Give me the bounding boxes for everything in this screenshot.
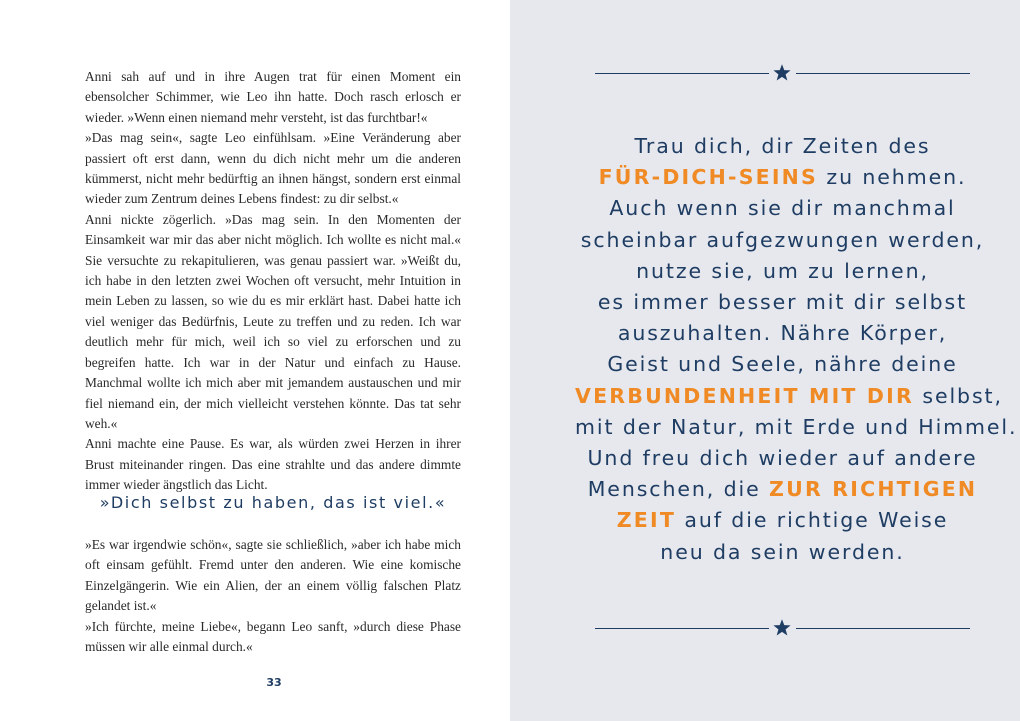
divider-line-left	[595, 628, 769, 629]
quote-text: auf die richtige Weise	[676, 508, 949, 533]
quote-text: scheinbar aufgezwungen werden,	[580, 227, 985, 252]
quote-line	[575, 131, 990, 162]
paragraph: »Es war irgendwie schön«, sagte sie schließlich, »aber ich habe mich oft einsam gefühlt. Fremd unter den anderen. Wie eine komische Einzelgängerin. Wie ein Alien, der an einem völlig falschen Platz gelandet ist.«	[85, 537, 461, 614]
quote-line	[575, 412, 1018, 443]
quote-text: Trau dich, dir Zeiten des	[634, 134, 931, 158]
paragraph: »Das mag sein«, sagte Leo einfühlsam. »Eine Veränderung aber passiert oft erst dann, wenn du dich nicht mehr um die anderen kümmerst, nicht mehr bedürftig an ihnen hängst, sondern erst einmal wieder zum Zentrum deines Lebens findest: zu dir selbst.«	[85, 130, 461, 207]
divider-top	[595, 63, 970, 85]
quote-line	[575, 381, 1003, 412]
quote-text: Und freu dich wieder auf andere	[587, 446, 978, 471]
quote-text: Auch wenn sie dir manchmal	[609, 196, 956, 221]
star-icon	[772, 618, 792, 638]
highlight-phrase: ZUR RICHTIGEN	[769, 477, 978, 502]
star-icon	[772, 63, 792, 83]
affirmation-quote	[575, 131, 1018, 568]
quote-line	[575, 537, 990, 568]
paragraph: Anni machte eine Pause. Es war, als würden zwei Herzen in ihrer Brust miteinander ringen. Das eine strahlte und das andere dimmte immer wieder ängstlich das Licht.	[85, 436, 461, 493]
quote-text: nutze sie, um zu lernen,	[636, 258, 929, 283]
quote-text: zu nehmen.	[818, 165, 967, 190]
quote-text: neu da sein werden.	[660, 539, 905, 564]
divider-bottom	[595, 618, 970, 640]
quote-line	[575, 349, 990, 380]
story-text-bottom	[85, 535, 461, 657]
quote-line	[575, 225, 990, 256]
story-text-top	[85, 67, 461, 496]
quote-line	[575, 443, 990, 474]
highlight-phrase: ZEIT	[616, 508, 676, 533]
divider-line-left	[595, 73, 769, 74]
page-number: 33	[266, 676, 282, 689]
quote-line	[575, 287, 990, 318]
divider-line-right	[796, 73, 970, 74]
quote-line	[575, 162, 990, 193]
pull-quote: »Dich selbst zu haben, das ist viel.«	[99, 493, 447, 512]
quote-text: es immer besser mit dir selbst	[597, 290, 968, 315]
quote-line	[575, 505, 990, 536]
quote-text: auszuhalten. Nähre Körper,	[617, 321, 948, 346]
quote-line	[575, 318, 990, 349]
quote-text: selbst,	[913, 383, 1003, 408]
paragraph: »Ich fürchte, meine Liebe«, begann Leo sanft, »durch diese Phase müssen wir alle einmal durch.«	[85, 618, 461, 655]
quote-line	[575, 256, 990, 287]
quote-text: Menschen, die	[587, 477, 770, 502]
highlight-phrase: VERBUNDENHEIT MIT DIR	[575, 383, 914, 408]
quote-line	[575, 474, 990, 505]
divider-line-right	[796, 628, 970, 629]
quote-text: mit der Natur, mit Erde und Himmel.	[575, 414, 1018, 439]
quote-line	[575, 193, 990, 224]
paragraph: Anni sah auf und in ihre Augen trat für einen Moment ein ebensolcher Schimmer, wie Leo ihn hatte. Doch rasch erlosch er wieder. »Wenn einen niemand mehr versteht, ist das furchtbar!«	[85, 69, 461, 125]
highlight-phrase: FÜR-DICH-SEINS	[598, 165, 819, 190]
quote-text: Geist und Seele, nähre deine	[607, 352, 958, 377]
paragraph: Anni nickte zögerlich. »Das mag sein. In den Momenten der Einsamkeit war mir das aber nicht möglich. Ich wollte es nicht mal.« Sie versuchte zu rekapitulieren, was genau passiert war. »Weißt du, ich habe in den letzten zwei Wochen oft versucht, mehr Intuition in mein Leben zu lassen, so wie du es mir erklärt hast. Dabei hatte ich viel weniger das Bedürfnis, Leute zu treffen und zu reden. Ich war deutlich mehr für mich, weil ich so viel zu erforschen und zu begreifen hatte. Ich war in der Natur und einfach zu Hause. Manchmal wollte ich mich aber mit jemandem austauschen und mir fiel niemand ein, der mich vielleicht verstehen könnte. Das tat sehr weh.«	[85, 211, 461, 431]
